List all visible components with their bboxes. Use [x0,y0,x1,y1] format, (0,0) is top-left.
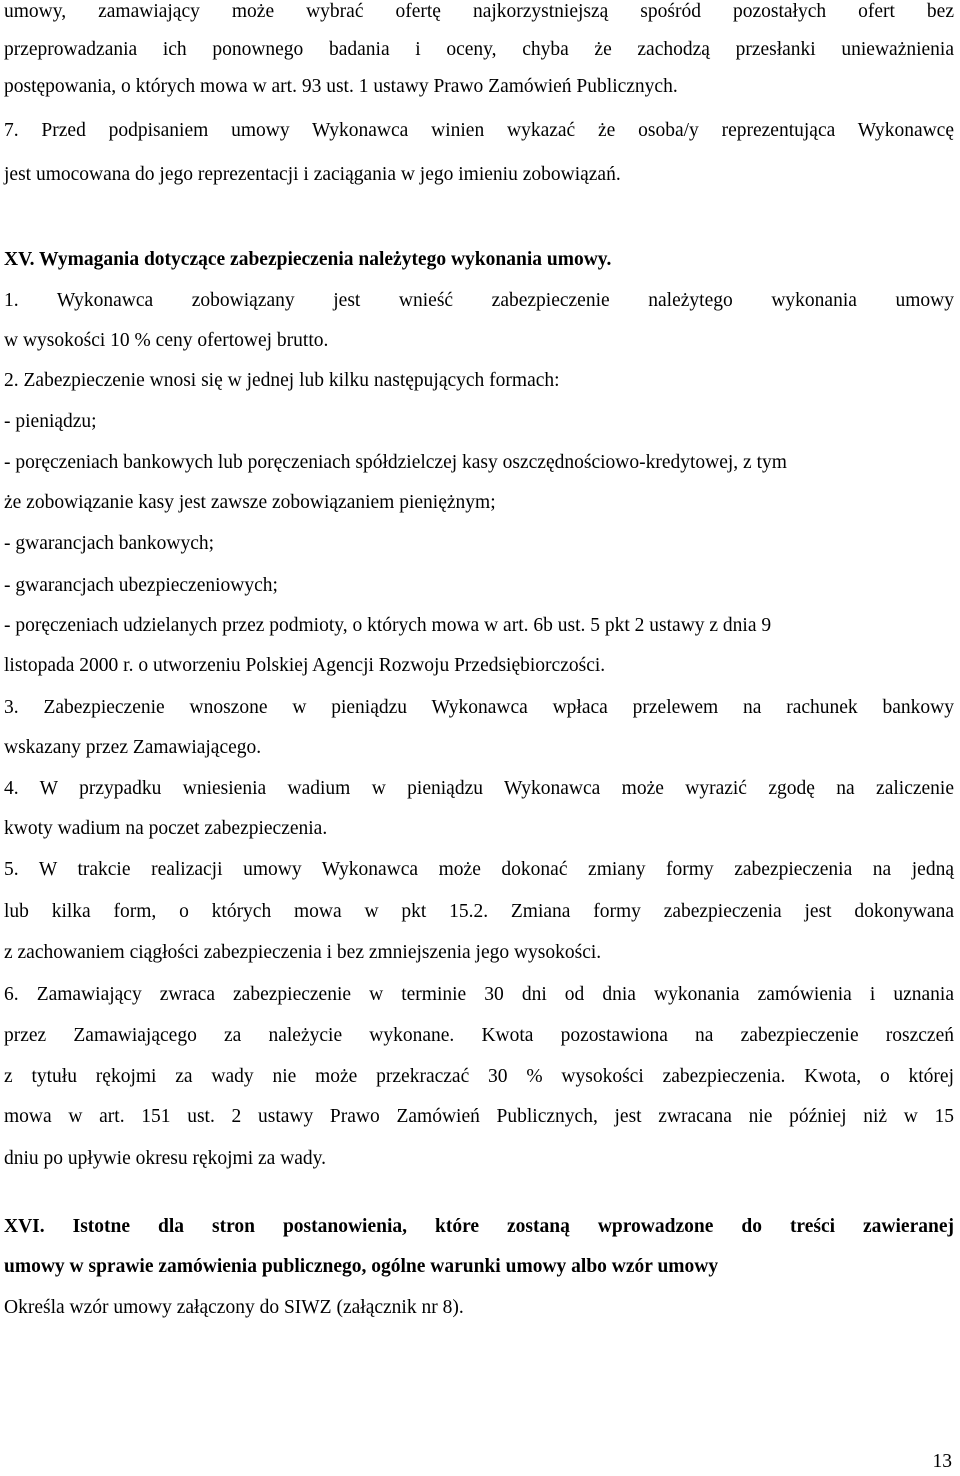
text-line: mowa w art. 151 ust. 2 ustawy Prawo Zamówień Publicznych, jest zwracana nie później niż w 15 [4,1106,954,1127]
list-item: - gwarancjach bankowych; [4,533,215,554]
text-line: przez Zamawiającego za należycie wykonane. Kwota pozostawiona na zabezpieczenie roszczeń [4,1025,954,1046]
text-line: postępowania, o których mowa w art. 93 ust. 1 ustawy Prawo Zamówień Publicznych. [4,76,678,97]
text-line: że zobowiązanie kasy jest zawsze zobowiązaniem pieniężnym; [4,492,496,513]
text-line: 6. Zamawiający zwraca zabezpieczenie w terminie 30 dni od dnia wykonania zamówienia i uznania [4,984,954,1005]
text-line: kwoty wadium na poczet zabezpieczenia. [4,818,328,839]
text-line: z zachowaniem ciągłości zabezpieczenia i bez zmniejszenia jego wysokości. [4,942,602,963]
text-line: dniu po upływie okresu rękojmi za wady. [4,1148,327,1169]
section-heading-xvi: XVI. Istotne dla stron postanowienia, które zostaną wprowadzone do treści zawieranej [4,1216,954,1237]
list-item: - pieniądzu; [4,411,97,432]
text-line: 7. Przed podpisaniem umowy Wykonawca winien wykazać że osoba/y reprezentująca Wykonawcę [4,120,954,141]
list-item: - poręczeniach bankowych lub poręczeniach spółdzielczej kasy oszczędnościowo-kredytowej, z tym [4,452,787,473]
text-line: lub kilka form, o których mowa w pkt 15.2. Zmiana formy zabezpieczenia jest dokonywana [4,901,954,922]
list-item: - poręczeniach udzielanych przez podmioty, o których mowa w art. 6b ust. 5 pkt 2 ustawy z dnia 9 [4,615,772,636]
text-line: 2. Zabezpieczenie wnosi się w jednej lub kilku następujących formach: [4,370,560,391]
text-line: jest umocowana do jego reprezentacji i zaciągania w jego imieniu zobowiązań. [4,164,621,185]
list-item: - gwarancjach ubezpieczeniowych; [4,575,278,596]
text-line: wskazany przez Zamawiającego. [4,737,262,758]
text-line: z tytułu rękojmi za wady nie może przekraczać 30 % wysokości zabezpieczenia. Kwota, o której [4,1066,954,1087]
text-line: Określa wzór umowy załączony do SIWZ (załącznik nr 8). [4,1297,464,1318]
section-heading-xv: XV. Wymagania dotyczące zabezpieczenia należytego wykonania umowy. [4,249,612,270]
text-line: przeprowadzania ich ponownego badania i oceny, chyba że zachodzą przesłanki unieważnienia [4,39,954,60]
text-line: umowy, zamawiający może wybrać ofertę najkorzystniejszą spośród pozostałych ofert bez [4,1,954,22]
text-line: listopada 2000 r. o utworzeniu Polskiej Agencji Rozwoju Przedsiębiorczości. [4,655,606,676]
text-line: 5. W trakcie realizacji umowy Wykonawca może dokonać zmiany formy zabezpieczenia na jedną [4,859,954,880]
text-line: 1. Wykonawca zobowiązany jest wnieść zabezpieczenie należytego wykonania umowy [4,290,954,311]
text-line: 3. Zabezpieczenie wnoszone w pieniądzu Wykonawca wpłaca przelewem na rachunek bankowy [4,697,954,718]
text-line: w wysokości 10 % ceny ofertowej brutto. [4,330,329,351]
text-line: 4. W przypadku wniesienia wadium w pieniądzu Wykonawca może wyrazić zgodę na zaliczenie [4,778,954,799]
section-heading-xvi-cont: umowy w sprawie zamówienia publicznego, ogólne warunki umowy albo wzór umowy [4,1256,719,1277]
page-number: 13 [932,1451,952,1472]
